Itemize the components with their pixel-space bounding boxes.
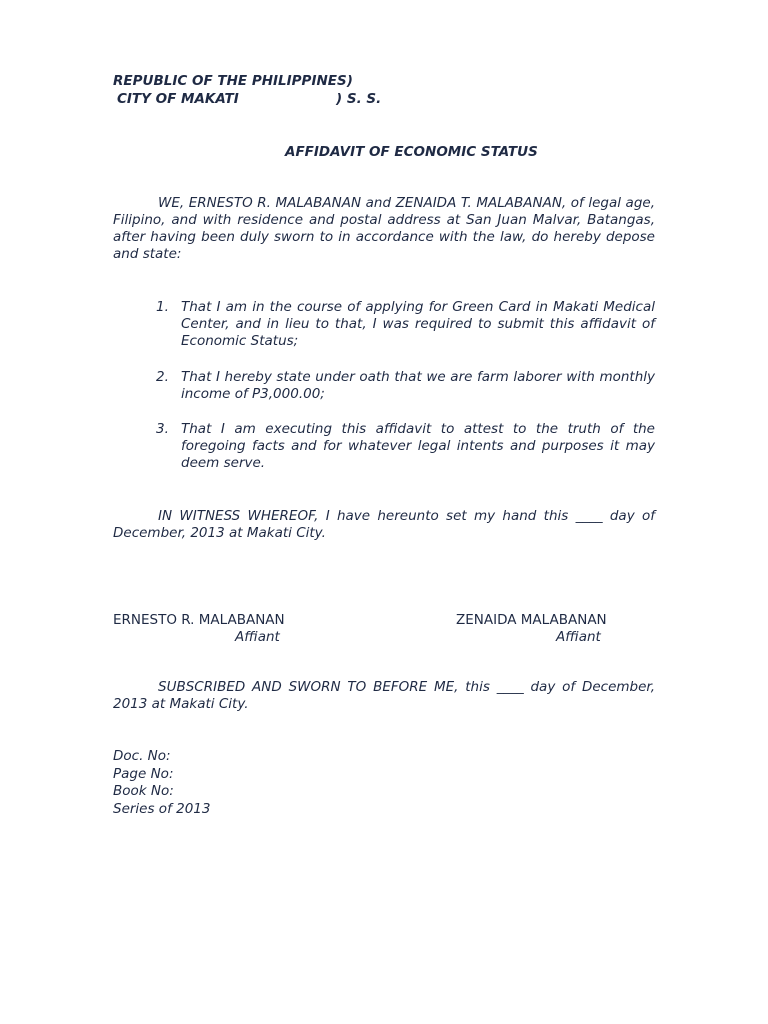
- jurat-text: SUBSCRIBED AND SWORN TO BEFORE ME, this ____ day of December, 2013 at Makati City.: [113, 679, 655, 712]
- item-text: That I am executing this affidavit to attest to the truth of the foregoing facts and for whatever legal intents and purposes it may deem serve.: [181, 421, 655, 471]
- statement-list-item-1: [156, 299, 655, 350]
- list-item: [156, 299, 655, 350]
- statement-list-item-3: [156, 421, 655, 472]
- book-no-field: Book No:: [113, 783, 174, 799]
- jurisdiction-ss: ) S. S.: [336, 91, 382, 107]
- intro-text: WE, ERNESTO R. MALABANAN and ZENAIDA T. MALABANAN, of legal age, Filipino, and with residence and postal address at San Juan Malvar, Batangas, after having been duly sworn to in accordance with the law, do hereby depose and state:: [113, 195, 655, 262]
- signatory-name-zenaida: ZENAIDA MALABANAN: [456, 612, 607, 628]
- series-field: Series of 2013: [113, 800, 211, 817]
- intro-paragraph: [113, 195, 655, 263]
- item-text: That I hereby state under oath that we are farm laborer with monthly income of P3,000.00;: [181, 369, 655, 402]
- jurat-paragraph: [113, 679, 655, 713]
- item-number: 1.: [156, 299, 169, 315]
- jurisdiction-country: REPUBLIC OF THE PHILIPPINES): [113, 73, 353, 89]
- item-number: 3.: [156, 421, 169, 437]
- signatory-role-ernesto: Affiant: [235, 629, 280, 645]
- witness-paragraph: [113, 508, 655, 542]
- signatory-name-ernesto: ERNESTO R. MALABANAN: [113, 612, 285, 628]
- doc-no-field: Doc. No:: [113, 748, 171, 764]
- item-text: That I am in the course of applying for Green Card in Makati Medical Center, and in lieu to that, I was required to submit this affidavit of Economic Status;: [181, 299, 655, 349]
- list-item: [156, 421, 655, 472]
- witness-text: IN WITNESS WHEREOF, I have hereunto set my hand this ____ day of December, 2013 at Makati City.: [113, 508, 655, 541]
- statement-list-item-2: [156, 369, 655, 403]
- jurisdiction-city: CITY OF MAKATI: [117, 91, 239, 107]
- page-no-field: Page No:: [113, 765, 174, 782]
- notarial-register: [113, 748, 210, 818]
- signatory-role-zenaida: Affiant: [556, 629, 601, 645]
- list-item: [156, 369, 655, 403]
- item-number: 2.: [156, 369, 169, 385]
- document-title: AFFIDAVIT OF ECONOMIC STATUS: [285, 144, 538, 160]
